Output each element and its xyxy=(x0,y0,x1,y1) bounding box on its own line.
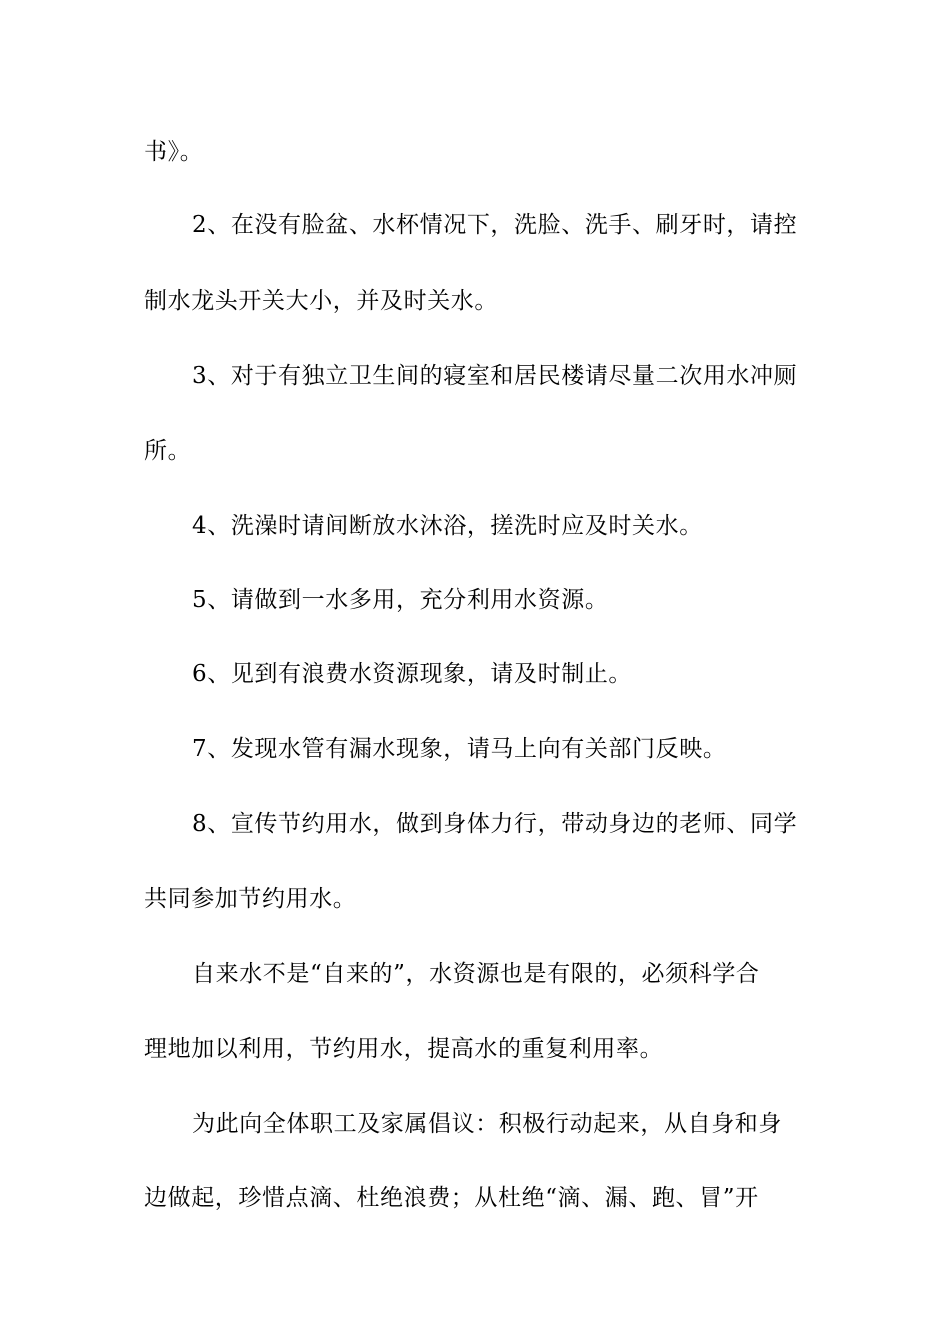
text-line: 所。 xyxy=(144,438,192,464)
list-item-4: 4、洗澡时请间断放水沐浴，搓洗时应及时关水。 xyxy=(192,513,703,539)
list-item-3: 3、对于有独立卫生间的寝室和居民楼请尽量二次用水冲厕 xyxy=(192,363,798,389)
list-item-5: 5、请做到一水多用，充分利用水资源。 xyxy=(192,587,609,613)
text-line: 共同参加节约用水。 xyxy=(144,886,357,912)
list-item-8: 8、宣传节约用水，做到身体力行，带动身边的老师、同学 xyxy=(192,811,798,837)
list-item-6: 6、见到有浪费水资源现象，请及时制止。 xyxy=(192,661,633,687)
text-line: 书》。 xyxy=(144,139,204,165)
text-line: 制水龙头开关大小，并及时关水。 xyxy=(144,288,498,314)
list-item-2: 2、在没有脸盆、水杯情况下，洗脸、洗手、刷牙时，请控 xyxy=(192,212,798,238)
list-item-7: 7、发现水管有漏水现象，请马上向有关部门反映。 xyxy=(192,736,727,762)
paragraph-line: 自来水不是“自来的”，水资源也是有限的，必须科学合 xyxy=(192,961,760,987)
paragraph-line: 为此向全体职工及家属倡议：积极行动起来，从自身和身 xyxy=(192,1111,782,1137)
text-line: 理地加以利用，节约用水，提高水的重复利用率。 xyxy=(144,1036,664,1062)
text-line: 边做起，珍惜点滴、杜绝浪费；从杜绝“滴、漏、跑、冒”开 xyxy=(144,1185,759,1211)
